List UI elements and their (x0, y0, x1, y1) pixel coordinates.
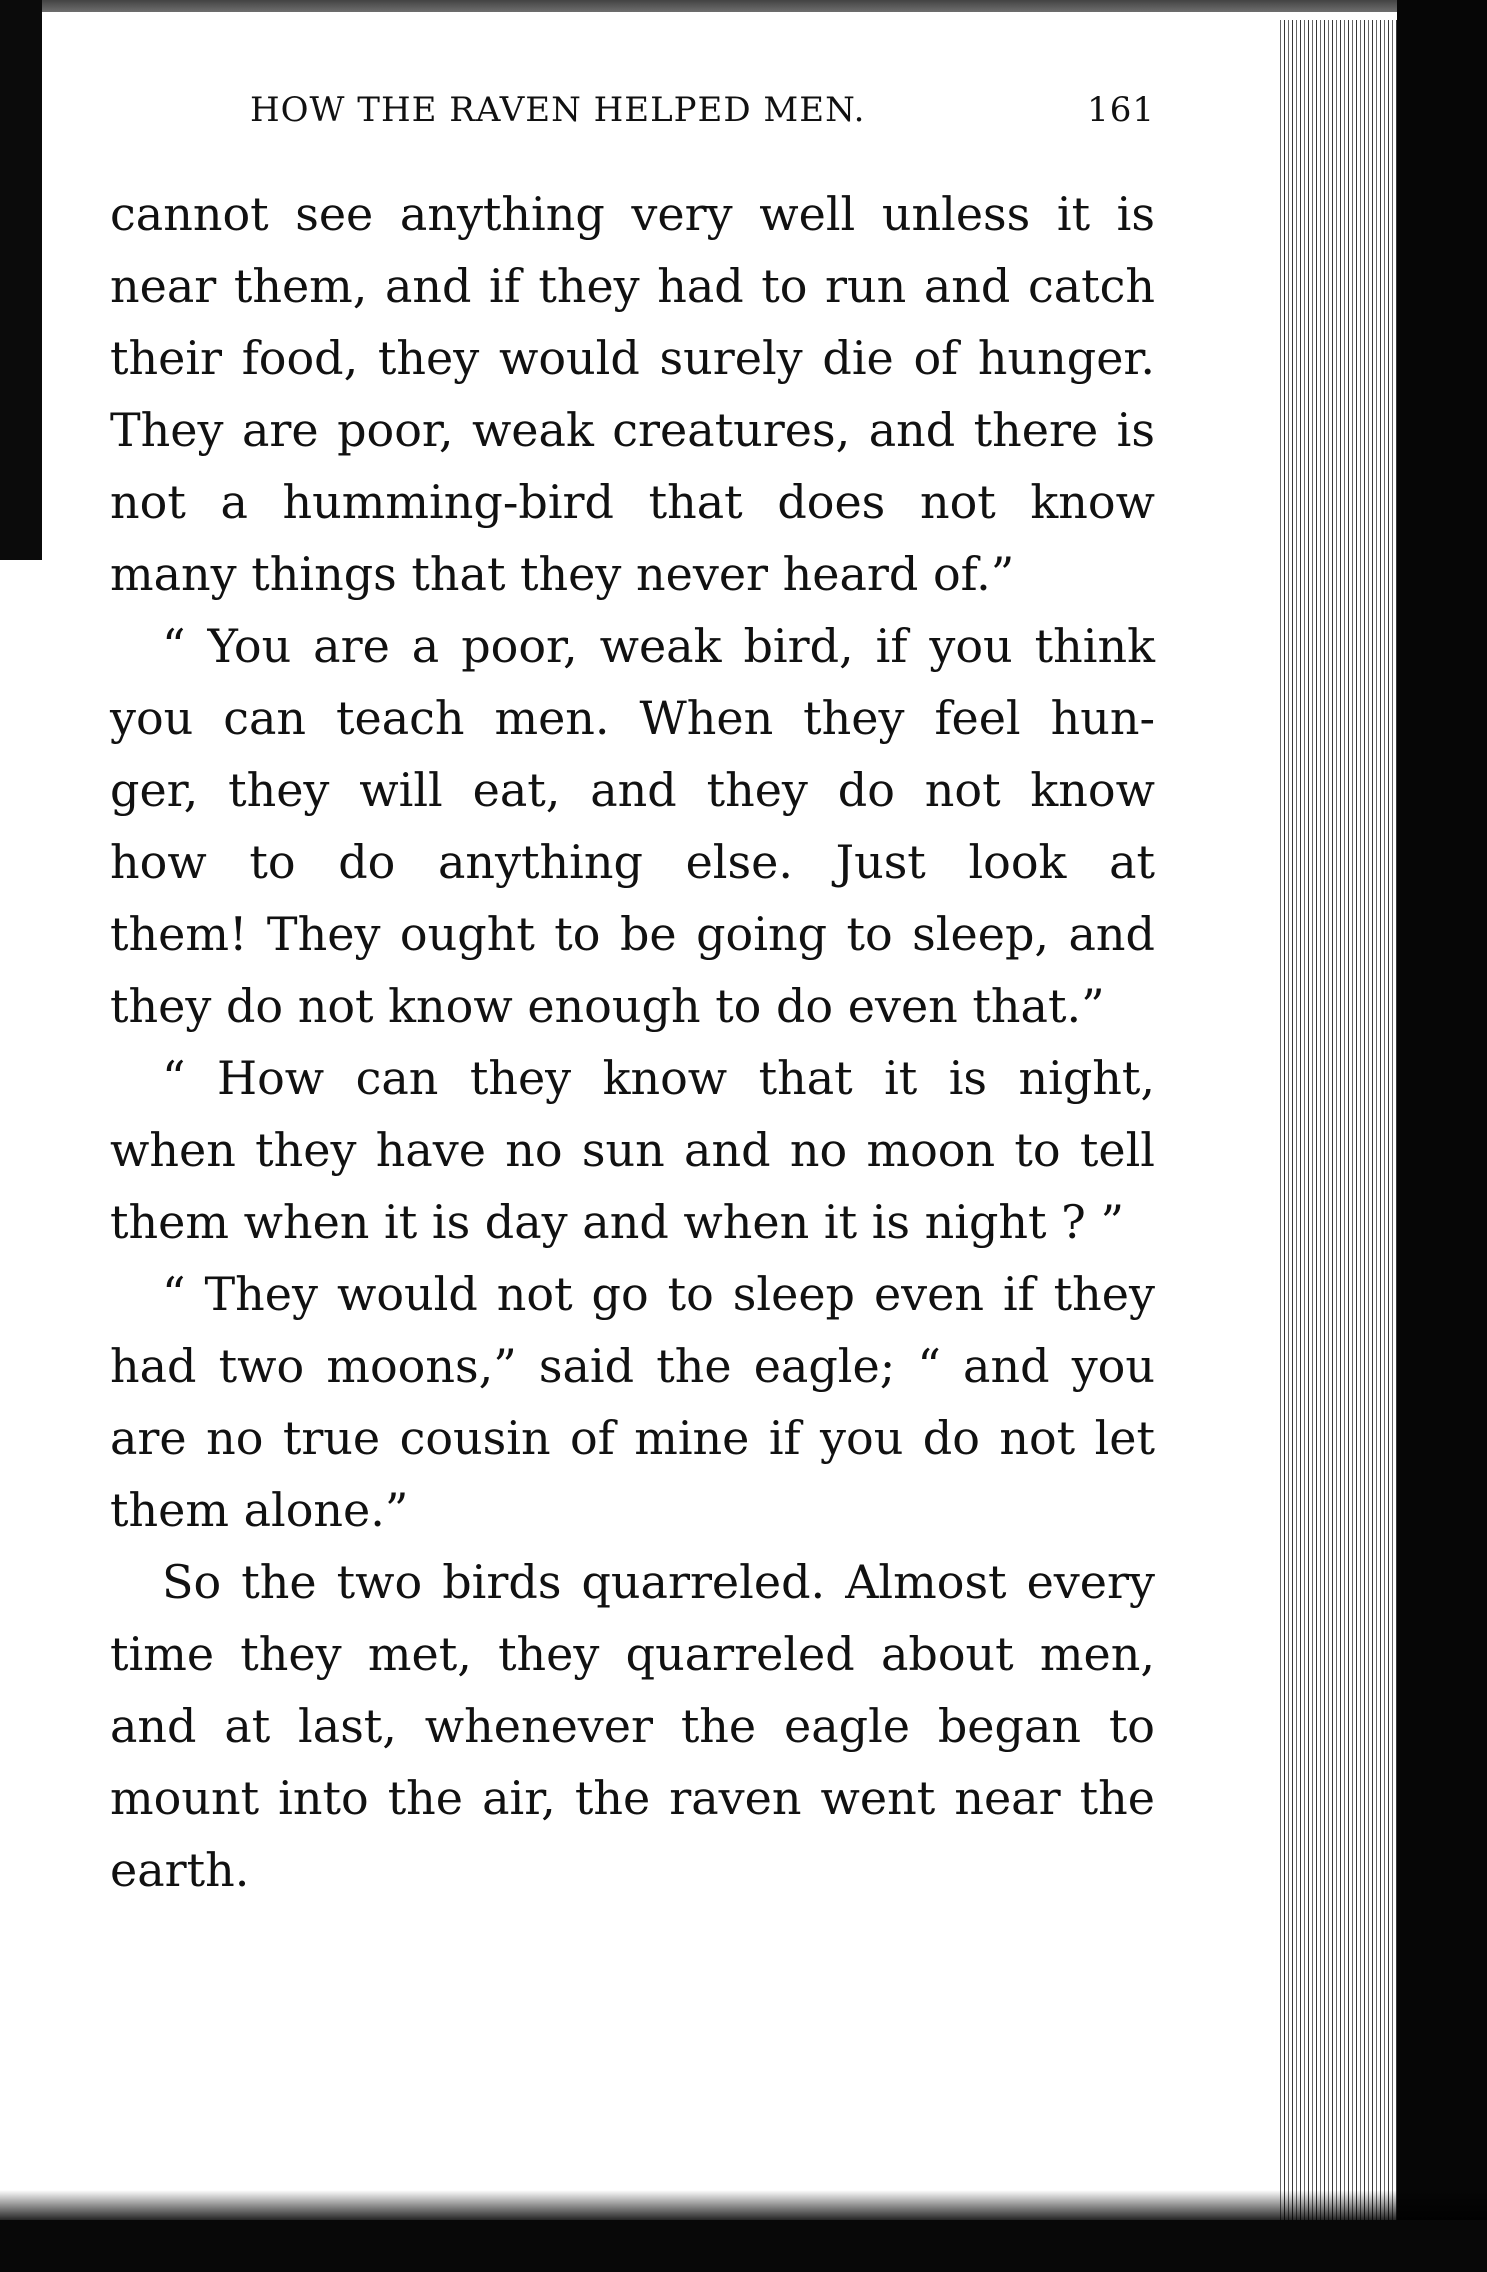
text-page (110, 90, 1155, 1906)
left-binding-edge (0, 0, 42, 560)
text-line: them! They ought to be going to sleep, and (110, 907, 1155, 961)
text-line: when they have no sun and no moon to tell (110, 1123, 1155, 1177)
text-line: time they met, they quarreled about men, (110, 1627, 1155, 1681)
text-line: they do not know enough to do even that.” (110, 979, 1105, 1033)
text-line: near them, and if they had to run and catch (110, 259, 1155, 313)
bottom-book-edge (0, 2220, 1487, 2272)
right-book-edge (1397, 0, 1487, 2272)
text-line: them alone.” (110, 1483, 409, 1537)
text-line: “ How can they know that it is night, (162, 1051, 1155, 1105)
text-line: cannot see anything very well unless it is (110, 187, 1155, 241)
text-line: are no true cousin of mine if you do not let (110, 1411, 1155, 1465)
book-page-edges (1277, 20, 1397, 2220)
text-line: how to do anything else. Just look at (110, 835, 1155, 889)
text-line: and at last, whenever the eagle began to (110, 1699, 1155, 1753)
text-line: So the two birds quarreled. Almost every (162, 1555, 1155, 1609)
running-title: HOW THE RAVEN HELPED MEN. (250, 90, 866, 130)
text-line: you can teach men. When they feel hun- (110, 691, 1155, 745)
top-edge-shadow (0, 0, 1487, 12)
text-line: ger, they will eat, and they do not know (110, 763, 1155, 817)
text-line: their food, they would surely die of hunger. (110, 331, 1155, 385)
running-head (110, 90, 1155, 150)
text-line: them when it is day and when it is night ? ” (110, 1195, 1124, 1249)
text-line: had two moons,” said the eagle; “ and you (110, 1339, 1155, 1393)
text-line: not a humming-bird that does not know (110, 475, 1155, 529)
text-line: many things that they never heard of.” (110, 547, 1015, 601)
text-line: “ They would not go to sleep even if they (162, 1267, 1155, 1321)
page-number: 161 (1087, 90, 1155, 130)
text-line: They are poor, weak creatures, and there is (110, 403, 1155, 457)
text-line: earth. (110, 1843, 250, 1897)
text-line: mount into the air, the raven went near the (110, 1771, 1155, 1825)
bottom-edge-shadow (0, 2190, 1487, 2220)
text-line: “ You are a poor, weak bird, if you think (162, 619, 1155, 673)
